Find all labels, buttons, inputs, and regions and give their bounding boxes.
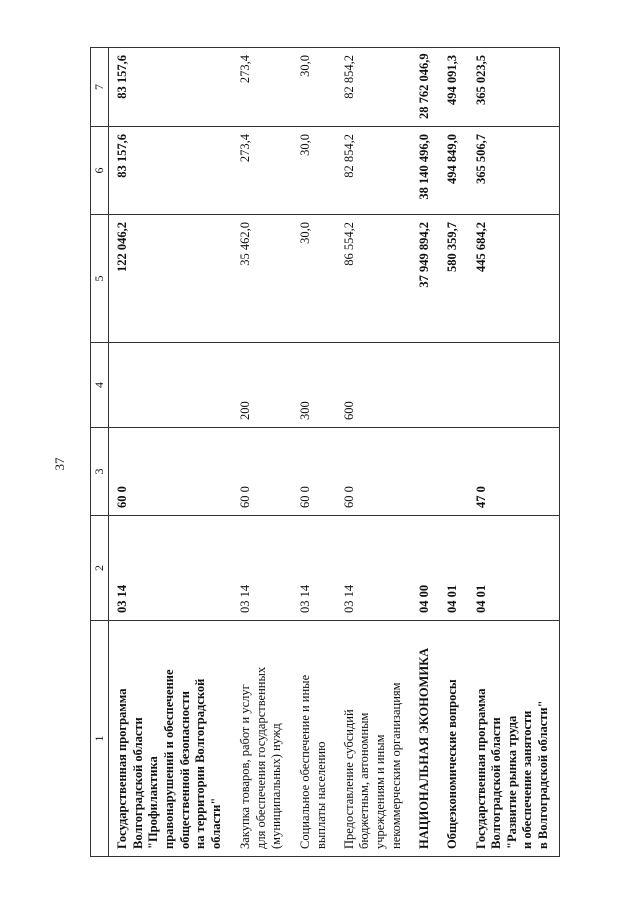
row-name: Государственная программа Волгоградской области "Развитие рынка труда и обеспечение занятости в Волгоградской области" (468, 621, 560, 857)
row-value-col-5: 86 554,2 (336, 215, 412, 343)
row-target-code: 60 0 (336, 428, 412, 516)
row-target-code (411, 428, 439, 516)
row-expense-type (411, 343, 439, 428)
row-target-code: 47 0 (468, 428, 560, 516)
header-col-2: 2 (91, 516, 109, 621)
row-value-col-6: 273,4 (232, 127, 292, 215)
row-expense-type: 200 (232, 343, 292, 428)
table-row (232, 48, 292, 857)
table-body (109, 48, 560, 857)
header-col-1: 1 (91, 621, 109, 857)
table-row (439, 48, 467, 857)
row-section-code: 04 01 (439, 516, 467, 621)
header-col-7: 7 (91, 48, 109, 127)
row-section-code: 03 14 (292, 516, 336, 621)
row-name: Общеэкономические вопросы (439, 621, 467, 857)
row-expense-type (109, 343, 233, 428)
row-target-code: 60 0 (232, 428, 292, 516)
table-row (468, 48, 560, 857)
row-value-col-6: 83 157,6 (109, 127, 233, 215)
row-value-col-7: 494 091,3 (439, 48, 467, 127)
header-col-4: 4 (91, 343, 109, 428)
row-name: Социальное обеспечение и иные выплаты населению (292, 621, 336, 857)
table-row (336, 48, 412, 857)
table-row (109, 48, 233, 857)
budget-table (90, 47, 560, 857)
row-section-code: 04 00 (411, 516, 439, 621)
row-value-col-6: 494 849,0 (439, 127, 467, 215)
row-value-col-6: 30,0 (292, 127, 336, 215)
row-value-col-6: 38 140 496,0 (411, 127, 439, 215)
header-col-6: 6 (91, 127, 109, 215)
row-value-col-7: 28 762 046,9 (411, 48, 439, 127)
header-row (91, 48, 109, 857)
table-row (411, 48, 439, 857)
row-expense-type: 300 (292, 343, 336, 428)
row-expense-type (439, 343, 467, 428)
row-target-code (439, 428, 467, 516)
row-value-col-5: 30,0 (292, 215, 336, 343)
row-name: НАЦИОНАЛЬНАЯ ЭКОНОМИКА (411, 621, 439, 857)
row-value-col-7: 82 854,2 (336, 48, 412, 127)
row-target-code: 60 0 (109, 428, 233, 516)
row-value-col-5: 37 949 894,2 (411, 215, 439, 343)
row-name: Государственная программа Волгоградской области "Профилактика правонарушений и обеспечение общественной безопасности на территории Волгоградской области" (109, 621, 233, 857)
row-name: Закупка товаров, работ и услуг для обеспечения государственных (муниципальных) нужд (232, 621, 292, 857)
row-value-col-7: 30,0 (292, 48, 336, 127)
row-value-col-5: 445 684,2 (468, 215, 560, 343)
row-target-code: 60 0 (292, 428, 336, 516)
row-value-col-5: 580 359,7 (439, 215, 467, 343)
header-col-5: 5 (91, 215, 109, 343)
row-section-code: 03 14 (232, 516, 292, 621)
row-value-col-7: 273,4 (232, 48, 292, 127)
row-name: Предоставление субсидий бюджетным, автономным учреждениям и иным некоммерческим организациям (336, 621, 412, 857)
row-value-col-6: 365 506,7 (468, 127, 560, 215)
row-section-code: 03 14 (109, 516, 233, 621)
row-value-col-7: 83 157,6 (109, 48, 233, 127)
row-value-col-6: 82 854,2 (336, 127, 412, 215)
table-row (292, 48, 336, 857)
row-section-code: 04 01 (468, 516, 560, 621)
row-value-col-5: 122 046,2 (109, 215, 233, 343)
row-section-code: 03 14 (336, 516, 412, 621)
rotated-page (90, 48, 560, 857)
row-value-col-7: 365 023,5 (468, 48, 560, 127)
row-value-col-5: 35 462,0 (232, 215, 292, 343)
row-expense-type: 600 (336, 343, 412, 428)
header-col-3: 3 (91, 428, 109, 516)
page-number: 37 (52, 457, 67, 471)
row-expense-type (468, 343, 560, 428)
